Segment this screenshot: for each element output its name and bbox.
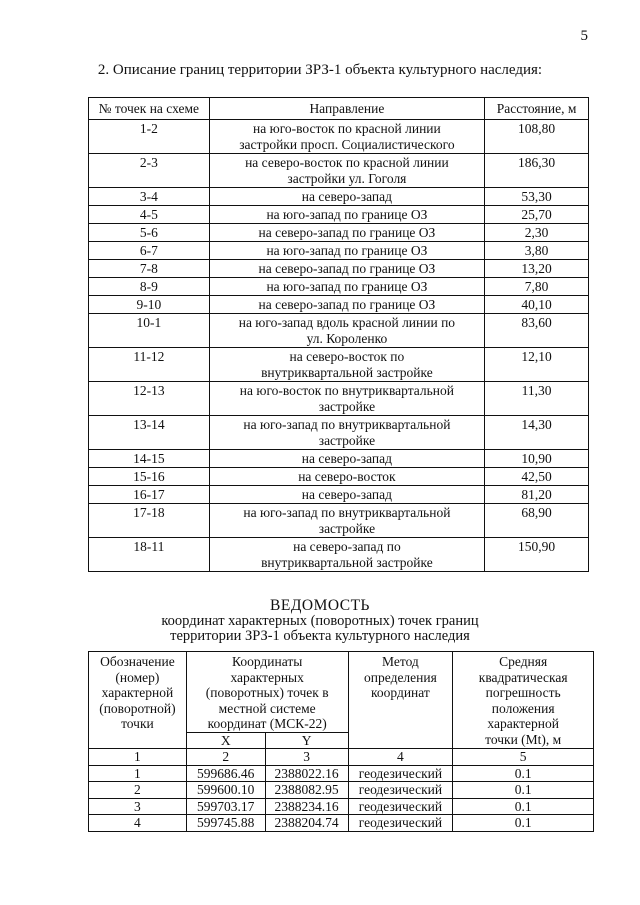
coord-x: 599703.17 (186, 798, 265, 815)
table-row (89, 538, 589, 572)
header-points: № точек на схеме (89, 98, 210, 120)
coord-header-coordinates: Координаты характерных (поворотных) точек в местной системе координат (МСК-22) (186, 652, 348, 733)
table-row (89, 416, 589, 450)
row-points: 3-4 (89, 188, 210, 206)
row-points: 1-2 (89, 120, 210, 154)
coord-y: 2388204.74 (265, 815, 348, 832)
row-distance: 150,90 (485, 538, 589, 572)
colnum: 1 (89, 749, 187, 766)
coord-error: 0.1 (453, 765, 594, 782)
table-row (89, 314, 589, 348)
coord-header-y: Y (265, 732, 348, 749)
table-row (89, 504, 589, 538)
vedomost-subtitle-line2: территории ЗРЗ-1 объекта культурного наследия (170, 628, 470, 644)
coord-y: 2388022.16 (265, 765, 348, 782)
row-direction: на северо-запад по границе ОЗ (209, 224, 484, 242)
row-direction: на северо-запад (209, 450, 484, 468)
row-direction: на юго-восток по красной линии застройки просп. Социалистического (209, 120, 484, 154)
coord-header-point: Обозначение (номер) характерной (поворотной) точки (89, 652, 187, 749)
vedomost-subtitle-line1: координат характерных (поворотных) точек границ (161, 613, 479, 629)
colnum: 2 (186, 749, 265, 766)
table-row (89, 486, 589, 504)
row-direction: на северо-восток по внутриквартальной застройке (209, 348, 484, 382)
row-distance: 13,20 (485, 260, 589, 278)
header-distance: Расстояние, м (485, 98, 589, 120)
colnum: 3 (265, 749, 348, 766)
table-row (89, 782, 594, 799)
coord-error: 0.1 (453, 782, 594, 799)
row-distance: 7,80 (485, 278, 589, 296)
table-row (89, 206, 589, 224)
row-direction: на северо-запад по границе ОЗ (209, 260, 484, 278)
coord-method: геодезический (348, 765, 453, 782)
coord-error: 0.1 (453, 815, 594, 832)
row-direction: на юго-запад вдоль красной линии по ул. Короленко (209, 314, 484, 348)
boundary-table (88, 97, 589, 572)
table-row (89, 224, 589, 242)
coord-header-error: Средняя квадратическая погрешность положения характерной точки (Mt), м (453, 652, 594, 749)
coord-x: 599745.88 (186, 815, 265, 832)
row-direction: на юго-запад по внутриквартальной застройке (209, 504, 484, 538)
table-row (89, 188, 589, 206)
coord-header-row (89, 652, 594, 733)
row-distance: 53,30 (485, 188, 589, 206)
coord-method: геодезический (348, 782, 453, 799)
row-direction: на юго-запад по границе ОЗ (209, 242, 484, 260)
row-points: 10-1 (89, 314, 210, 348)
row-distance: 108,80 (485, 120, 589, 154)
table-row (89, 278, 589, 296)
table-row (89, 798, 594, 815)
coord-error: 0.1 (453, 798, 594, 815)
row-distance: 14,30 (485, 416, 589, 450)
row-distance: 25,70 (485, 206, 589, 224)
coord-y: 2388234.16 (265, 798, 348, 815)
coord-header-x: X (186, 732, 265, 749)
row-distance: 40,10 (485, 296, 589, 314)
table-row (89, 450, 589, 468)
row-direction: на северо-запад по границе ОЗ (209, 296, 484, 314)
coord-method: геодезический (348, 815, 453, 832)
coord-method: геодезический (348, 798, 453, 815)
row-points: 5-6 (89, 224, 210, 242)
coord-point: 3 (89, 798, 187, 815)
row-direction: на северо-восток (209, 468, 484, 486)
row-distance: 11,30 (485, 382, 589, 416)
row-distance: 12,10 (485, 348, 589, 382)
row-points: 15-16 (89, 468, 210, 486)
coord-x: 599600.10 (186, 782, 265, 799)
row-points: 18-11 (89, 538, 210, 572)
row-points: 4-5 (89, 206, 210, 224)
row-points: 11-12 (89, 348, 210, 382)
coord-point: 1 (89, 765, 187, 782)
row-direction: на юго-запад по границе ОЗ (209, 206, 484, 224)
coordinates-table (88, 651, 594, 832)
row-distance: 3,80 (485, 242, 589, 260)
table-row (89, 815, 594, 832)
row-points: 14-15 (89, 450, 210, 468)
table-row (89, 468, 589, 486)
colnum: 5 (453, 749, 594, 766)
row-direction: на северо-запад (209, 486, 484, 504)
table-row (89, 382, 589, 416)
table-row (89, 296, 589, 314)
row-distance: 10,90 (485, 450, 589, 468)
coord-point: 2 (89, 782, 187, 799)
row-distance: 81,20 (485, 486, 589, 504)
vedomost-title: ВЕДОМОСТЬ (270, 597, 370, 614)
coord-header-method: Метод определения координат (348, 652, 453, 749)
row-distance: 42,50 (485, 468, 589, 486)
table-row (89, 348, 589, 382)
row-points: 9-10 (89, 296, 210, 314)
row-points: 13-14 (89, 416, 210, 450)
row-points: 16-17 (89, 486, 210, 504)
colnum: 4 (348, 749, 453, 766)
coord-x: 599686.46 (186, 765, 265, 782)
coord-colnum-row (89, 749, 594, 766)
row-distance: 68,90 (485, 504, 589, 538)
row-points: 12-13 (89, 382, 210, 416)
header-direction: Направление (209, 98, 484, 120)
row-direction: на северо-восток по красной линии застройки ул. Гоголя (209, 154, 484, 188)
row-distance: 2,30 (485, 224, 589, 242)
table-row (89, 765, 594, 782)
row-distance: 186,30 (485, 154, 589, 188)
row-direction: на северо-запад (209, 188, 484, 206)
row-points: 6-7 (89, 242, 210, 260)
table-row (89, 120, 589, 154)
table-row (89, 260, 589, 278)
table-row (89, 242, 589, 260)
row-points: 7-8 (89, 260, 210, 278)
coord-point: 4 (89, 815, 187, 832)
row-points: 17-18 (89, 504, 210, 538)
boundary-table-header (89, 98, 589, 120)
row-direction: на юго-запад по внутриквартальной застройке (209, 416, 484, 450)
page-number: 5 (580, 28, 588, 44)
section-title: 2. Описание границ территории ЗРЗ-1 объекта культурного наследия: (97, 62, 543, 78)
row-points: 2-3 (89, 154, 210, 188)
table-row (89, 154, 589, 188)
row-direction: на северо-запад по внутриквартальной застройке (209, 538, 484, 572)
row-direction: на юго-восток по внутриквартальной застройке (209, 382, 484, 416)
coord-y: 2388082.95 (265, 782, 348, 799)
row-distance: 83,60 (485, 314, 589, 348)
row-direction: на юго-запад по границе ОЗ (209, 278, 484, 296)
row-points: 8-9 (89, 278, 210, 296)
